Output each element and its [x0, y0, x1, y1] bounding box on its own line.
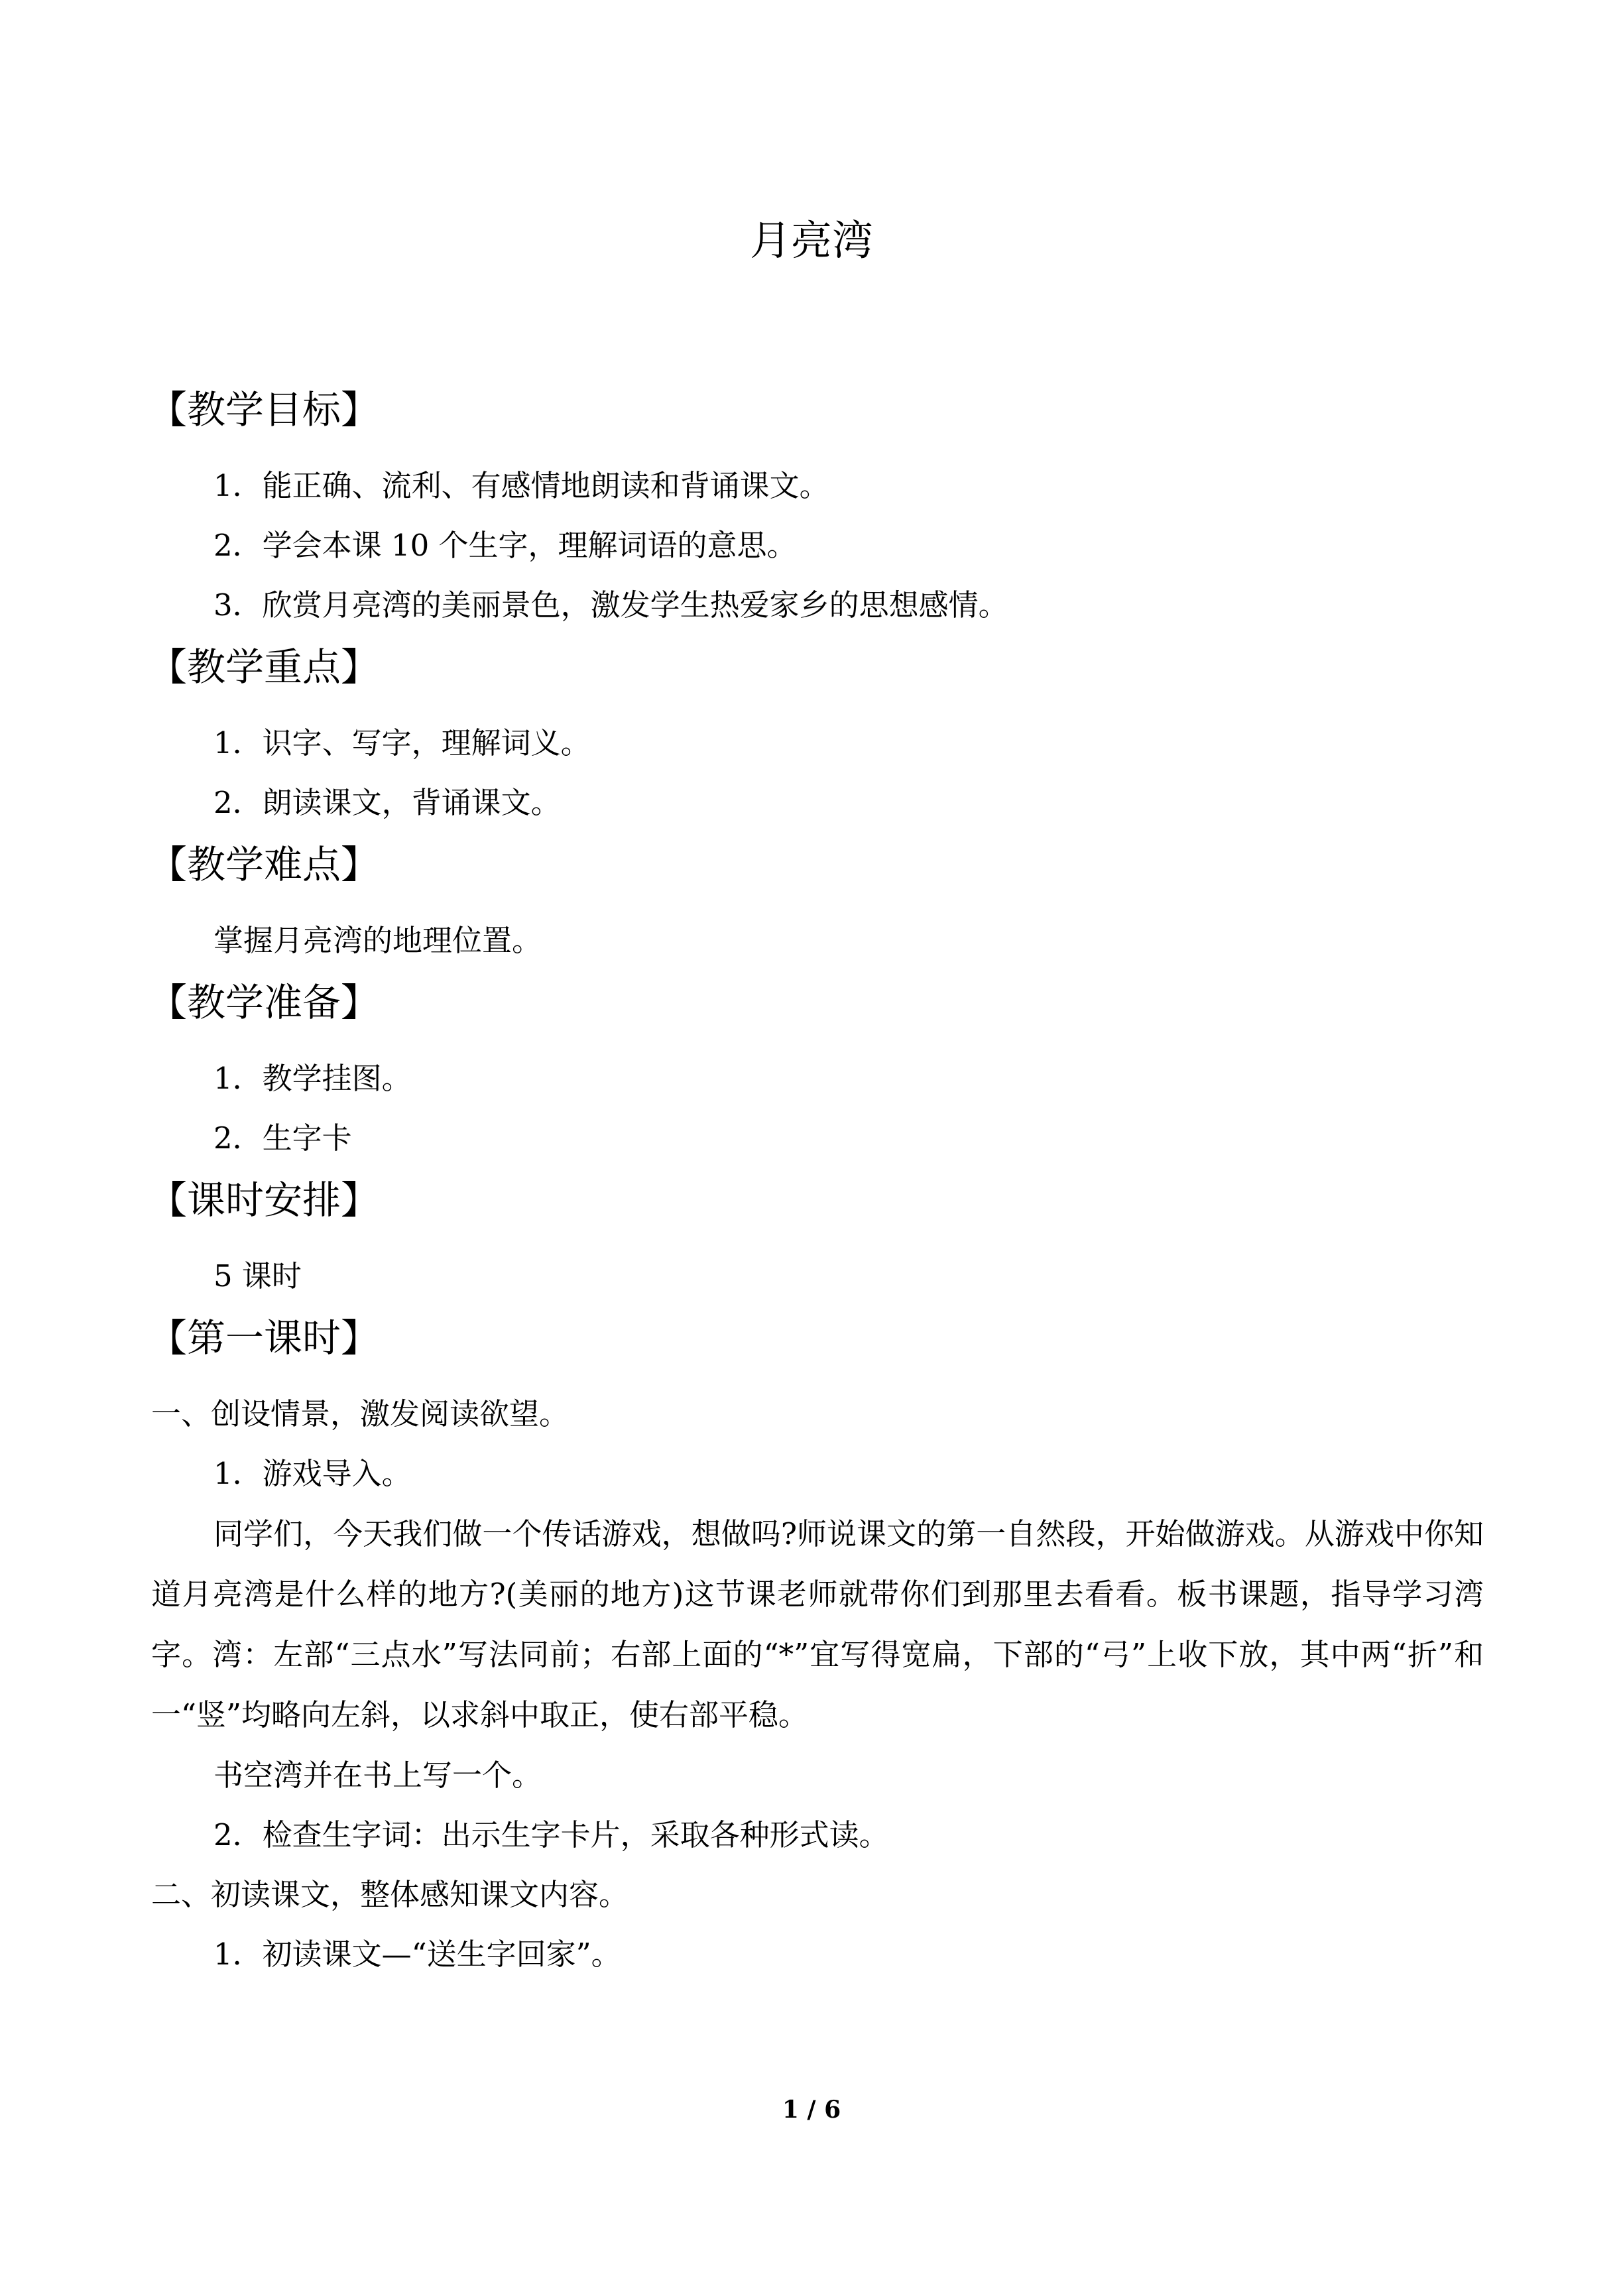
step-heading: 一、创设情景，激发阅读欲望。 — [151, 1396, 570, 1431]
paragraph: 同学们，今天我们做一个传话游戏，想做吗?师说课文的第一自然段，开始做游戏。从游戏中你知道月亮湾是什么样的地方?(美丽的地方)这节课老师就带你们到那里去看看。板书课题，指导学习湾字。湾：左部“三点水”写法同前；右部上面的“*”宜写得宽扁，下部的“弓”上收下放，其中两“折”和一“竖”均略向左斜，以求斜中取正，使右部平稳。 — [151, 1516, 1484, 1732]
list-item: 1．能正确、流利、有感情地朗读和背诵课文。 — [213, 468, 829, 503]
list-item: 2．朗读课文，背诵课文。 — [213, 785, 561, 820]
step-heading: 二、初读课文，整体感知课文内容。 — [151, 1877, 629, 1912]
list-item: 2．学会本课 10 个生字，理解词语的意思。 — [213, 528, 797, 563]
list-item: 2．生字卡 — [213, 1120, 352, 1156]
list-item: 2．检查生字词：出示生字卡片，采取各种形式读。 — [213, 1817, 889, 1852]
section-heading-schedule: 【课时安排】 — [149, 1178, 380, 1223]
section-heading-objectives: 【教学目标】 — [149, 387, 380, 432]
list-item: 1．教学挂图。 — [213, 1061, 412, 1096]
document-title: 月亮湾 — [749, 216, 873, 265]
list-item: 掌握月亮湾的地理位置。 — [213, 923, 542, 958]
section-heading-lesson1: 【第一课时】 — [149, 1315, 380, 1360]
list-item: 1．识字、写字，理解词义。 — [213, 725, 591, 760]
document-body — [151, 378, 1484, 1984]
list-item: 1．游戏导入。 — [213, 1456, 412, 1491]
list-item: 1．初读课文—“送生字回家”。 — [213, 1937, 621, 1972]
list-item: 3．欣赏月亮湾的美丽景色，激发学生热爱家乡的思想感情。 — [213, 587, 1008, 623]
page-number: 1 / 6 — [782, 2096, 841, 2124]
section-heading-preparation: 【教学准备】 — [149, 980, 380, 1025]
section-heading-key-points: 【教学重点】 — [149, 644, 380, 690]
list-item: 5 课时 — [213, 1258, 302, 1294]
section-heading-difficulties: 【教学难点】 — [149, 842, 380, 887]
paragraph: 书空湾并在书上写一个。 — [213, 1758, 542, 1793]
